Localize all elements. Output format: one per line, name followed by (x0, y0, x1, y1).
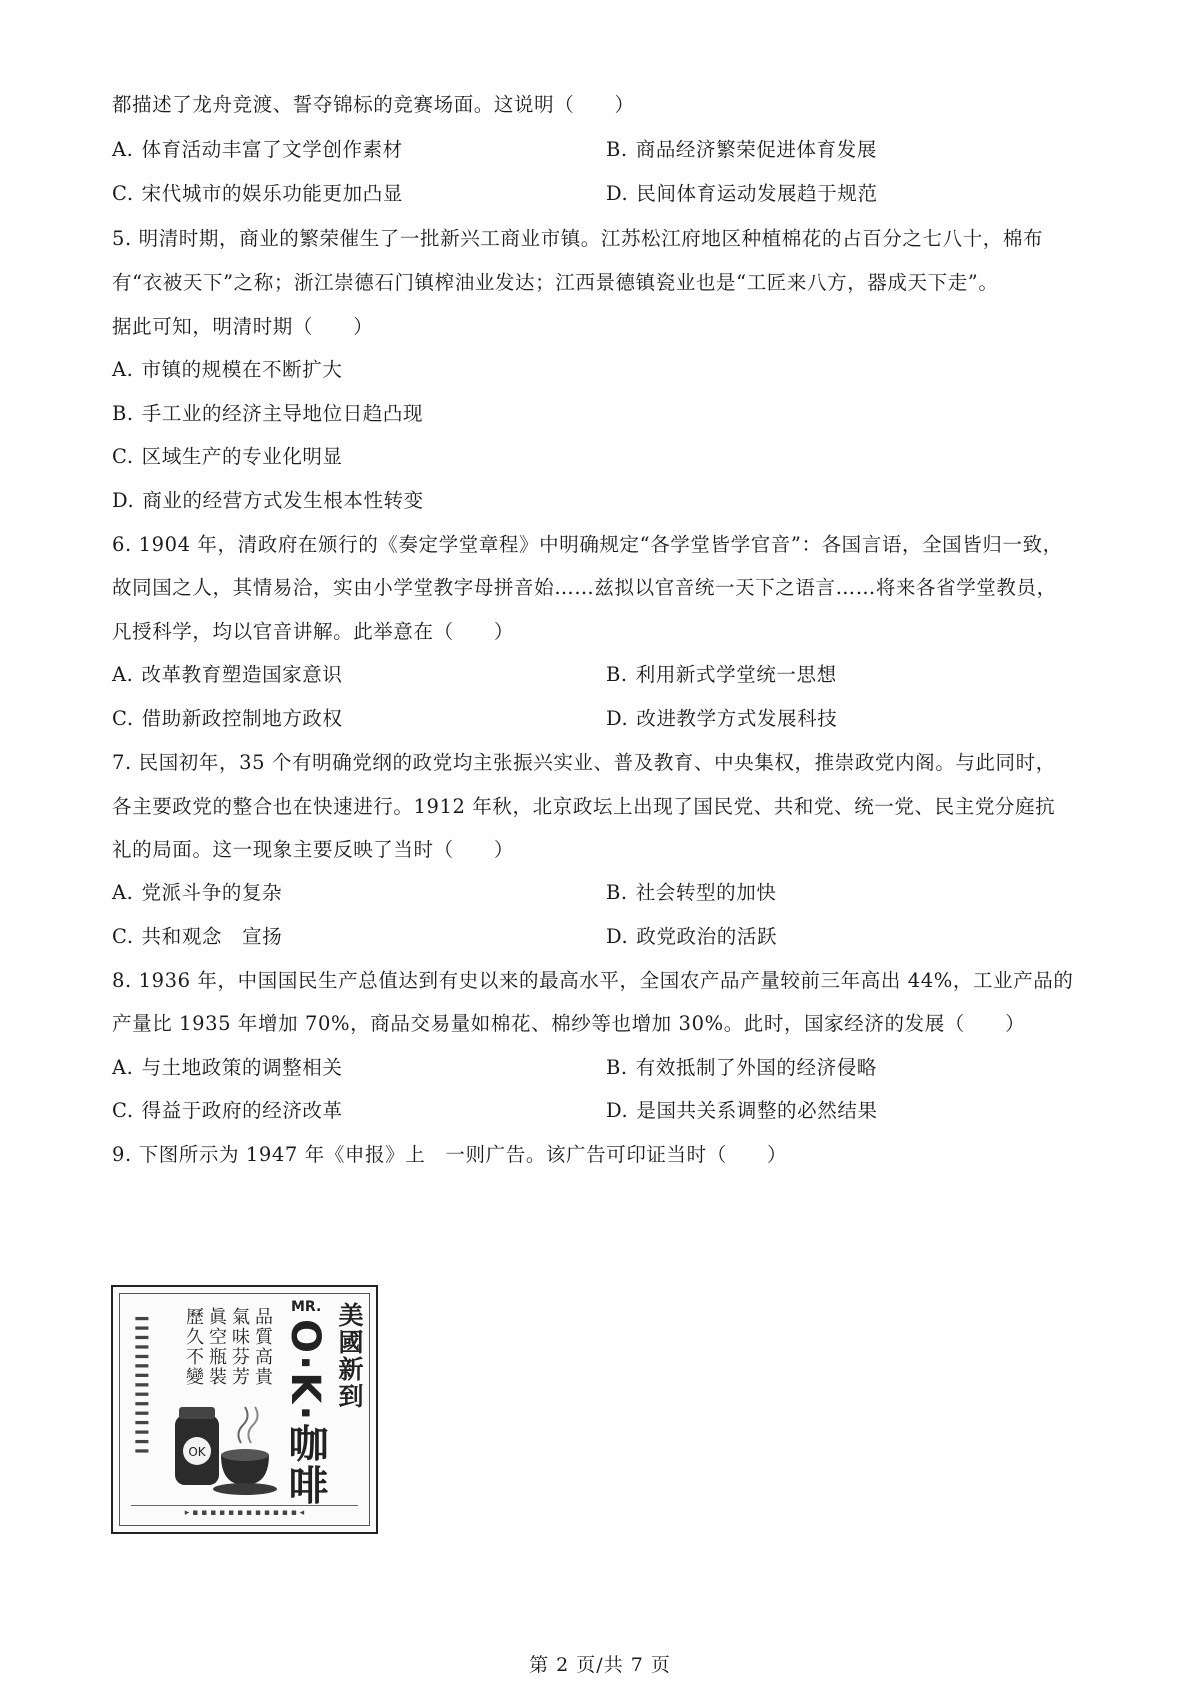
q6-option-a: A. 改革教育塑造国家意识 (112, 663, 343, 686)
q5-stem-line-3: 据此可知，明清时期（ ） (112, 315, 374, 338)
q6-stem-line-3: 凡授科学，均以官音讲解。此举意在（ ） (112, 620, 515, 643)
q6-option-b: B. 利用新式学堂统一思想 (606, 663, 837, 686)
q7-option-d: D. 政党政治的活跃 (606, 925, 778, 948)
q6-option-c: C. 借助新政控制地方政权 (112, 707, 343, 730)
advertisement-headline: 美國新到 (335, 1302, 364, 1410)
q8-stem-line-2: 产量比 1935 年增加 70%，商品交易量如棉花、棉纱等也增加 30%。此时，国家经济的发展（ ） (112, 1012, 1026, 1035)
svg-text:OK: OK (188, 1445, 206, 1459)
page-number-footer: 第 2 页/共 7 页 (529, 1654, 671, 1676)
q4-option-c: C. 宋代城市的娱乐功能更加凸显 (112, 182, 403, 205)
q8-option-b: B. 有效抵制了外国的经济侵略 (606, 1056, 877, 1079)
advertisement-feature-2: 氣味芬芳 (229, 1307, 250, 1387)
q4-option-d: D. 民间体育运动发展趋于规范 (606, 182, 878, 205)
q4-stem-tail: 都描述了龙舟竞渡、誓夺锦标的竞赛场面。这说明（ ） (112, 93, 635, 116)
advertisement-feature-3: 眞空瓶裝 (206, 1307, 227, 1387)
q6-option-d: D. 改进教学方式发展科技 (606, 707, 838, 730)
q4-option-a: A. 体育活动丰富了文学创作素材 (112, 138, 403, 161)
q7-stem-line-3: 礼的局面。这一现象主要反映了当时（ ） (112, 838, 515, 861)
advertisement-mr: MR. (291, 1299, 322, 1315)
q5-stem-line-2: 有“衣被天下”之称；浙江崇德石门镇榨油业发达；江西景德镇瓷业也是“工匠来八方，器成天下走”。 (112, 271, 999, 294)
q4-option-b: B. 商品经济繁荣促进体育发展 (606, 138, 877, 161)
q7-stem-line-2: 各主要政党的整合也在快速进行。1912 年秋，北京政坛上出现了国民党、共和党、统一党、民主党分庭抗 (112, 795, 1056, 818)
advertisement-side-fine-print: ▍▍▍▍▍▍▍▍▍▍▍▍▍▍▍ (135, 1317, 148, 1459)
advertisement-bottom-rule: ▸ ▪ ▪ ▪ ▪ ▪ ▪ ▪ ▪ ▪ ▪ ▪ ▪ ◂ (131, 1505, 358, 1520)
q7-option-a: A. 党派斗争的复杂 (112, 881, 283, 904)
advertisement-product-name: O·K·咖啡 (282, 1319, 328, 1507)
advertisement-feature-4: 歷久不變 (183, 1307, 204, 1387)
q8-stem-line-1: 8. 1936 年，中国国民生产总值达到有史以来的最高水平，全国农产品产量较前三年高出 44%，工业产品的 (112, 969, 1074, 992)
coffee-jar-and-cup-illustration (161, 1385, 281, 1505)
q5-option-a: A. 市镇的规模在不断扩大 (112, 358, 343, 381)
q6-stem-line-1: 6. 1904 年，清政府在颁行的《奏定学堂章程》中明确规定“各学堂皆学官音”：各国言语，全国皆归一致， (112, 533, 1063, 556)
q8-option-d: D. 是国共关系调整的必然结果 (606, 1099, 878, 1122)
q7-option-b: B. 社会转型的加快 (606, 881, 777, 904)
q7-stem-line-1: 7. 民国初年，35 个有明确党纲的政党均主张振兴实业、普及教育、中央集权，推崇政党内阁。与此同时， (112, 751, 1056, 774)
q8-option-c: C. 得益于政府的经济改革 (112, 1099, 343, 1122)
q5-option-c: C. 区域生产的专业化明显 (112, 445, 343, 468)
q5-option-d: D. 商业的经营方式发生根本性转变 (112, 489, 424, 512)
advertisement-feature-1: 品質高貴 (252, 1307, 273, 1387)
q7-option-c: C. 共和观念 宣扬 (112, 925, 283, 948)
q5-option-b: B. 手工业的经济主导地位日趋凸现 (112, 402, 424, 425)
q8-option-a: A. 与土地政策的调整相关 (112, 1056, 343, 1079)
newspaper-advertisement-image (111, 1285, 378, 1534)
q9-stem: 9. 下图所示为 1947 年《申报》上 一则广告。该广告可印证当时（ ） (112, 1143, 788, 1166)
q6-stem-line-2: 故同国之人，其情易洽，实由小学堂教字母拼音始……兹拟以官音统一天下之语言……将来各省学堂教员， (112, 576, 1057, 599)
q5-stem-line-1: 5. 明清时期，商业的繁荣催生了一批新兴工商业市镇。江苏松江府地区种植棉花的占百分之七八十，棉布 (112, 227, 1044, 250)
